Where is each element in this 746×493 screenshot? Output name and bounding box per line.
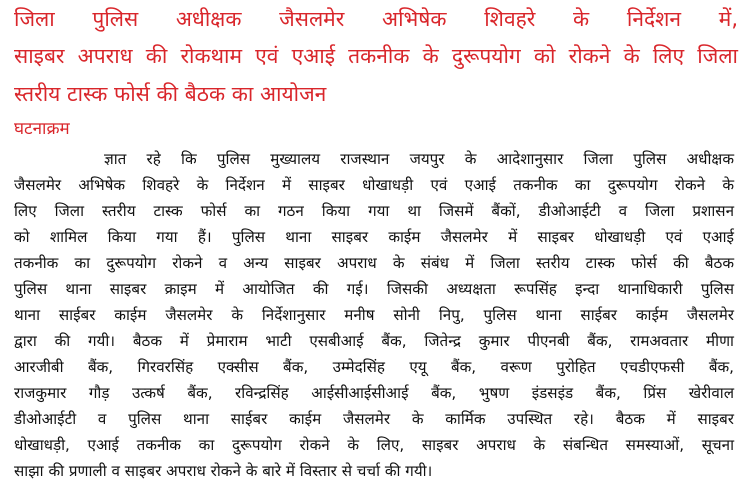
body-line-4: को शामिल किया गया हैं। पुलिस थाना साइबर काईम जैसलमेर में साइबर धोखाधड़ी एवं एआई <box>14 228 734 246</box>
body-line-12: धोखाधड़ी, एआई तकनीक का दुरूपयोग रोकने के लिए, साइबर अपराध के संबन्धित समस्याओं, सूचना <box>14 436 734 454</box>
headline-line-3: स्तरीय टास्क फोर्स की बैठक का आयोजन <box>14 82 327 106</box>
body-line-6: पुलिस थाना साइबर क्राइम में आयोजित की गई। जिसकी अध्यक्षता रूपसिंह इन्दा थानाधिकारी पुलिस <box>14 280 734 298</box>
body-line-7: थाना साईबर काईम जैसलमेर के निर्देशानुसार मनीष सोनी निपु, पुलिस थाना साईबर काईम जैसलमेर <box>14 306 734 324</box>
body-line-2: जैसलमेर अभिषेक शिवहरे के निर्देशन में साइबर धोखाधड़ी एवं एआई तकनीक का दुरूपयोग रोकने के <box>14 176 734 194</box>
body-line-13: साझा की प्रणाली व साइबर अपराध रोकने के बारे में विस्तार से चर्चा की गयी। <box>14 462 433 480</box>
body-line-5: तकनीक का दुरूपयोग रोकने व अन्य साइबर अपराध के संबंध में जिला स्तरीय टास्क फोर्स की बैठक <box>14 254 734 272</box>
body-line-10: राजकुमार गौड़ उत्कर्ष बैंक, रविन्द्रसिंह आईसीआईसीआई बैंक, भुषण इंडसइंड बैंक, प्रिंस खेरीवाल <box>14 384 734 402</box>
body-line-8: द्वारा की गयी। बैठक में प्रेमाराम भाटी एसबीआई बैंक, जितेन्द्र कुमार पीएनबी बैंक, रामअवतार मीणा <box>14 332 734 350</box>
headline-line-2: साइबर अपराध की रोकथाम एवं एआई तकनीक के दुरूपयोग को रोकने के लिए जिला <box>14 44 738 68</box>
headline-line-1: जिला पुलिस अधीक्षक जैसलमेर अभिषेक शिवहरे के निर्देशन में, <box>14 7 738 31</box>
body-line-9: आरजीबी बैंक, गिरवरसिंह एक्सीस बैंक, उम्मेदसिंह एयू बैंक, वरूण पुरोहित एचडीएफसी बैंक, <box>14 358 734 376</box>
body-line-11: डीओआईटी व पुलिस थाना साईबर काईम जैसलमेर के कार्मिक उपस्थित रहे। बैठक में साइबर <box>14 410 734 428</box>
body-line-3: लिए जिला स्तरीय टास्क फोर्स का गठन किया गया था जिसमें बैंकों, डीओआईटी व जिला प्रशासन <box>14 202 734 220</box>
body-line-1: ज्ञात रहे कि पुलिस मुख्यालय राजस्थान जयपुर के आदेशानुसार जिला पुलिस अधीक्षक <box>104 150 734 168</box>
section-heading-events: घटनाक्रम <box>14 119 70 139</box>
